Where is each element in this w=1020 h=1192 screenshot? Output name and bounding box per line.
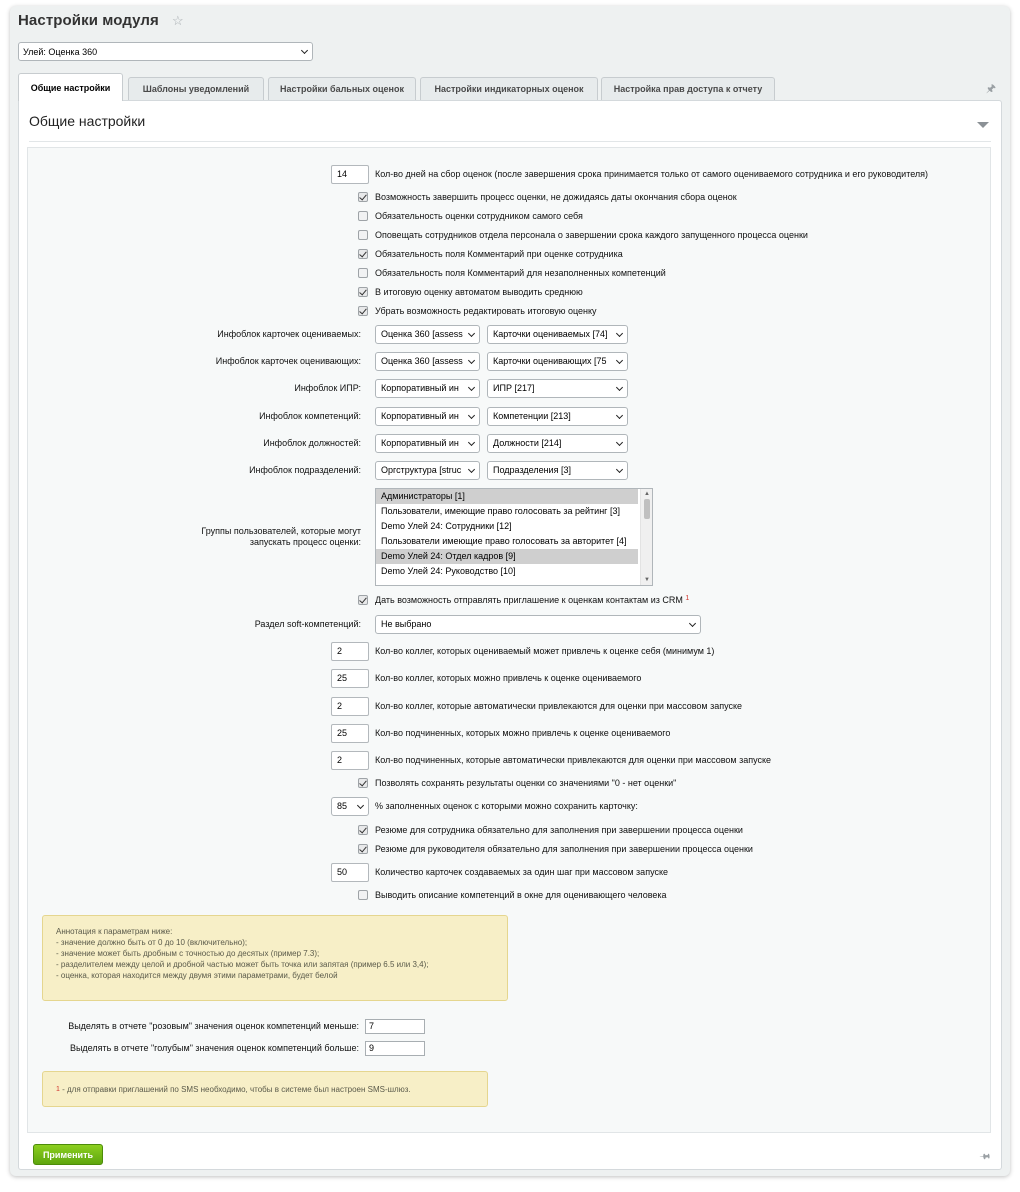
- pink-threshold-input[interactable]: 7: [365, 1019, 425, 1034]
- iblock-type-select[interactable]: Корпоративный ин: [375, 379, 480, 398]
- iblock-label: Инфоблок ИПР:: [294, 383, 361, 393]
- number-label: Кол-во коллег, которые автоматически привлекаются для оценки при массовом запуске: [375, 701, 743, 711]
- checkbox-label: Обязательность оценки сотрудником самого себя: [375, 211, 583, 221]
- percent-row: [28, 797, 990, 815]
- tab-general-settings[interactable]: Общие настройки: [18, 73, 123, 101]
- checkbox-label: Позволять сохранять результаты оценки со значениями "0 - нет оценки": [375, 778, 677, 788]
- highlight-row: [28, 1039, 990, 1057]
- divider: [29, 141, 991, 142]
- number-input[interactable]: 2: [331, 697, 369, 716]
- iblock-select[interactable]: Карточки оценивающих [75: [487, 352, 628, 371]
- footnote-mark: 1: [685, 595, 690, 602]
- annotation-line: Аннотация к параметрам ниже:: [56, 927, 173, 936]
- number-input[interactable]: 2: [331, 642, 369, 661]
- list-item[interactable]: Demo Улей 24: Руководство [10]: [381, 566, 516, 576]
- checkbox[interactable]: [358, 844, 368, 854]
- iblock-type-select[interactable]: Корпоративный ин: [375, 407, 480, 426]
- blue-threshold-input[interactable]: 9: [365, 1041, 425, 1056]
- module-select-value: Улей: Оценка 360: [23, 46, 98, 57]
- page-title: Настройки модуля: [18, 12, 159, 29]
- iblock-label: Инфоблок карточек оцениваемых:: [217, 329, 361, 339]
- pin-icon[interactable]: 🖈: [985, 83, 996, 95]
- chevron-down-icon: [301, 47, 308, 54]
- checkbox-label: В итоговую оценку автоматом выводить среднюю: [375, 287, 583, 297]
- favorite-star-icon[interactable]: ☆: [172, 13, 184, 28]
- number-label: Кол-во коллег, которых оцениваемый может привлечь к оценке себя (минимум 1): [375, 646, 715, 656]
- number-label: Кол-во подчиненных, которых можно привлечь к оценке оцениваемого: [375, 728, 671, 738]
- settings-form: [27, 147, 991, 1133]
- module-select[interactable]: [18, 42, 313, 61]
- checkbox[interactable]: [358, 230, 368, 240]
- iblock-select[interactable]: Должности [214]: [487, 434, 628, 453]
- list-item[interactable]: Администраторы [1]: [376, 489, 638, 504]
- scroll-thumb[interactable]: [644, 499, 650, 519]
- checkbox-label: Убрать возможность редактировать итоговую оценку: [375, 306, 597, 316]
- soft-section-label: Раздел soft-компетенций:: [254, 619, 361, 629]
- iblock-type-select[interactable]: Оргструктура [struc: [375, 461, 480, 480]
- iblock-select[interactable]: Подразделения [3]: [487, 461, 628, 480]
- checkbox[interactable]: [358, 306, 368, 316]
- number-row: [28, 697, 990, 715]
- sms-note-text: - для отправки приглашений по SMS необходимо, чтобы в системе был настроен SMS-шлюз.: [59, 1085, 411, 1094]
- collapse-arrow-icon[interactable]: [977, 122, 989, 128]
- iblock-row: [28, 434, 990, 452]
- checkbox-label: Возможность завершить процесс оценки, не дожидаясь даты окончания сбора оценок: [375, 192, 737, 202]
- checkbox-label: Резюме для сотрудника обязательно для заполнения при завершении процесса оценки: [375, 825, 743, 835]
- percent-select[interactable]: 85: [331, 797, 369, 816]
- iblock-label: Инфоблок подразделений:: [249, 465, 361, 475]
- batch-input[interactable]: 50: [331, 863, 369, 882]
- checkbox-label: Обязательность поля Комментарий для незаполненных компетенций: [375, 268, 666, 278]
- list-item[interactable]: Demo Улей 24: Отдел кадров [9]: [376, 549, 638, 564]
- checkbox-label: Дать возможность отправлять приглашение к оценкам контактам из CRM $^1$: [375, 595, 690, 605]
- checkbox[interactable]: [358, 192, 368, 202]
- checkbox-label: Выводить описание компетенций в окне для оценивающего человека: [375, 890, 667, 900]
- pin-icon[interactable]: 🖈: [977, 1149, 993, 1164]
- checkbox-row: [28, 840, 990, 858]
- number-row: [28, 724, 990, 742]
- checkbox-label: Резюме для руководителя обязательно для заполнения при завершении процесса оценки: [375, 844, 753, 854]
- footnote-mark: 1: [56, 1086, 60, 1093]
- batch-label: Количество карточек создаваемых за один шаг при массовом запуске: [375, 867, 669, 877]
- checkbox-row: [28, 245, 990, 263]
- scroll-up-icon[interactable]: ▲: [644, 491, 650, 497]
- iblock-select[interactable]: Компетенции [213]: [487, 407, 628, 426]
- iblock-label: Инфоблок карточек оценивающих:: [215, 356, 361, 366]
- number-input[interactable]: 25: [331, 724, 369, 743]
- iblock-label: Инфоблок должностей:: [263, 438, 361, 448]
- iblock-row: [28, 325, 990, 343]
- groups-label: Группы пользователей, которые могут запускать процесс оценки:: [201, 526, 361, 547]
- checkbox[interactable]: [358, 890, 368, 900]
- checkbox-row: [28, 774, 990, 792]
- number-label: Кол-во подчиненных, которые автоматически привлекаются для оценки при массовом запуске: [375, 755, 772, 765]
- section-title: Общие настройки: [29, 113, 146, 129]
- tab-notification-templates[interactable]: Шаблоны уведомлений: [128, 77, 264, 100]
- annotation-line: - значение может быть дробным с точностью до десятых (пример 7.3);: [56, 949, 320, 958]
- iblock-row: [28, 352, 990, 370]
- days-label: Кол-во дней на сбор оценок (после завершения срока принимается только от самого оцениваемого сотрудника и его руководителя): [375, 169, 929, 179]
- iblock-type-select[interactable]: Корпоративный ин: [375, 434, 480, 453]
- soft-section-select[interactable]: Не выбрано: [375, 615, 701, 634]
- list-item[interactable]: Пользователи, имеющие право голосовать за рейтинг [3]: [381, 506, 620, 516]
- checkbox[interactable]: [358, 778, 368, 788]
- annotation-line: - оценка, которая находится между двумя этими параметрами, будет белой: [56, 971, 338, 980]
- checkbox-row: [28, 302, 990, 320]
- number-row: [28, 751, 990, 769]
- listbox-scrollbar[interactable]: [640, 489, 652, 585]
- checkbox-row: [28, 821, 990, 839]
- iblock-row: [28, 379, 990, 397]
- tab-indicator-settings[interactable]: Настройки индикаторных оценок: [420, 77, 598, 100]
- checkbox[interactable]: [358, 268, 368, 278]
- list-item[interactable]: Пользователи имеющие право голосовать за авторитет [4]: [381, 536, 627, 546]
- number-input[interactable]: 25: [331, 669, 369, 688]
- iblock-type-select[interactable]: Оценка 360 [assess: [375, 325, 480, 344]
- percent-label: % заполненных оценок с которыми можно сохранить карточку:: [375, 801, 638, 811]
- checkbox-label: Обязательность поля Комментарий при оценке сотрудника: [375, 249, 623, 259]
- number-label: Кол-во коллег, которых можно привлечь к оценке оцениваемого: [375, 673, 642, 683]
- tab-report-access[interactable]: Настройка прав доступа к отчету: [601, 77, 775, 100]
- highlight-row: [28, 1017, 990, 1035]
- settings-window: [10, 6, 1010, 1176]
- iblock-row: [28, 461, 990, 479]
- sms-note: [42, 1071, 488, 1107]
- days-row: [28, 165, 990, 183]
- checkbox-row: [28, 283, 990, 301]
- checkbox[interactable]: [358, 825, 368, 835]
- checkbox[interactable]: [358, 211, 368, 221]
- settings-panel: [18, 100, 1002, 1170]
- number-row: [28, 669, 990, 687]
- checkbox-row: [28, 207, 990, 225]
- checkbox[interactable]: [358, 287, 368, 297]
- checkbox-row: [28, 886, 990, 904]
- scroll-down-icon[interactable]: ▼: [644, 577, 650, 583]
- number-input[interactable]: 2: [331, 751, 369, 770]
- iblock-type-select[interactable]: Оценка 360 [assess: [375, 352, 480, 371]
- iblock-select[interactable]: Карточки оцениваемых [74]: [487, 325, 628, 344]
- checkbox-row: [28, 591, 990, 609]
- annotation-note: [42, 915, 508, 1001]
- days-input[interactable]: 14: [331, 165, 369, 184]
- checkbox-row: [28, 188, 990, 206]
- soft-section-row: [28, 615, 990, 633]
- highlight-label: Выделять в отчете "голубым" значения оценок компетенций больше:: [69, 1043, 359, 1053]
- annotation-line: - значение должно быть от 0 до 10 (включительно);: [56, 938, 248, 947]
- highlight-label: Выделять в отчете "розовым" значения оценок компетенций меньше:: [68, 1021, 359, 1031]
- checkbox-row: [28, 264, 990, 282]
- iblock-label: Инфоблок компетенций:: [259, 411, 361, 421]
- annotation-line: - разделителем между целой и дробной частью может быть точка или запятая (пример 6.5 или 3,4);: [56, 960, 429, 969]
- checkbox[interactable]: [358, 249, 368, 259]
- tab-score-settings[interactable]: Настройки бальных оценок: [268, 77, 416, 100]
- number-row: [28, 642, 990, 660]
- list-item[interactable]: Demo Улей 24: Сотрудники [12]: [381, 521, 512, 531]
- checkbox-label: Оповещать сотрудников отдела персонала о завершении срока каждого запущенного процесса оценки: [375, 230, 808, 240]
- apply-button[interactable]: Применить: [33, 1144, 103, 1165]
- checkbox[interactable]: [358, 595, 368, 605]
- number-row: [28, 863, 990, 881]
- checkbox-row: [28, 226, 990, 244]
- groups-listbox[interactable]: [375, 488, 653, 586]
- iblock-select[interactable]: ИПР [217]: [487, 379, 628, 398]
- iblock-row: [28, 407, 990, 425]
